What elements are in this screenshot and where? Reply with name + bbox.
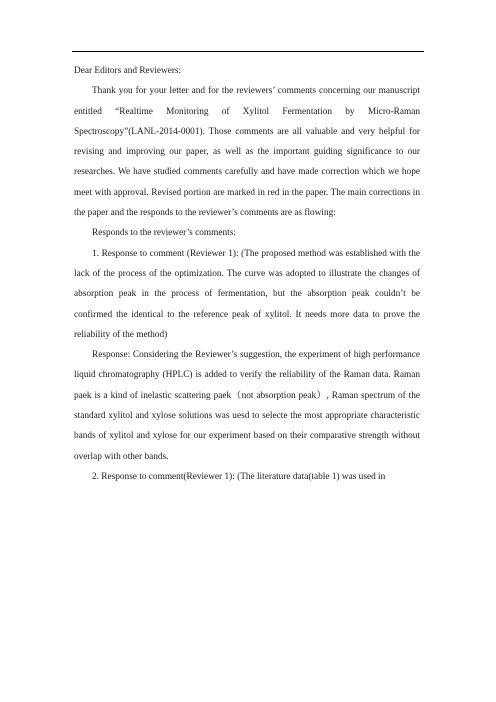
comment-2-paragraph: 2. Response to comment(Reviewer 1): (The literature data(table 1) was used in — [92, 471, 386, 482]
intro-paragraph: Thank you for your letter and for the reviewers’ comments concerning our manuscript entitled “Realtime Monitoring of Xylitol Fermentation by Micro-Raman Spectroscopy”(LANL-2014-0001). Those comments are all valuable and very helpful for revising and improving our paper, as well as the important guiding significance to our researches. We have studied comments carefully and have made correction which we hope meet with approval. Revised portion are marked in red in the paper. The main corrections in the paper and the responds to the reviewer’s comments are as flowing: — [74, 86, 420, 219]
response-1-paragraph: Response: Considering the Reviewer’s suggestion, the experiment of high performance liquid chromatography (HPLC) is added to verify the reliability of the Raman data. Raman paek is a kind of inelastic scattering paek（not absorption peak）, Raman spectrum of the standard xylitol and xylose solutions was uesd to selecte the most appropriate characteristic bands of xylitol and xylose for our experiment based on their comparative strength without overlap with other bands. — [74, 350, 420, 462]
comment-1-paragraph: 1. Response to comment (Reviewer 1): (The proposed method was established with the lack of the process of the optimization. The curve was adopted to illustrate the changes of absorption peak in the process of fermentation, but the absorption peak couldn’t be confirmed the identical to the reference peak of xylitol. It needs more data to prove the reliability of the method) — [74, 248, 420, 340]
salutation: Dear Editors and Reviewers: — [74, 66, 182, 76]
letter-body — [74, 61, 420, 487]
responds-heading: Responds to the reviewer’s comments: — [92, 228, 236, 239]
header-rule — [72, 51, 424, 52]
